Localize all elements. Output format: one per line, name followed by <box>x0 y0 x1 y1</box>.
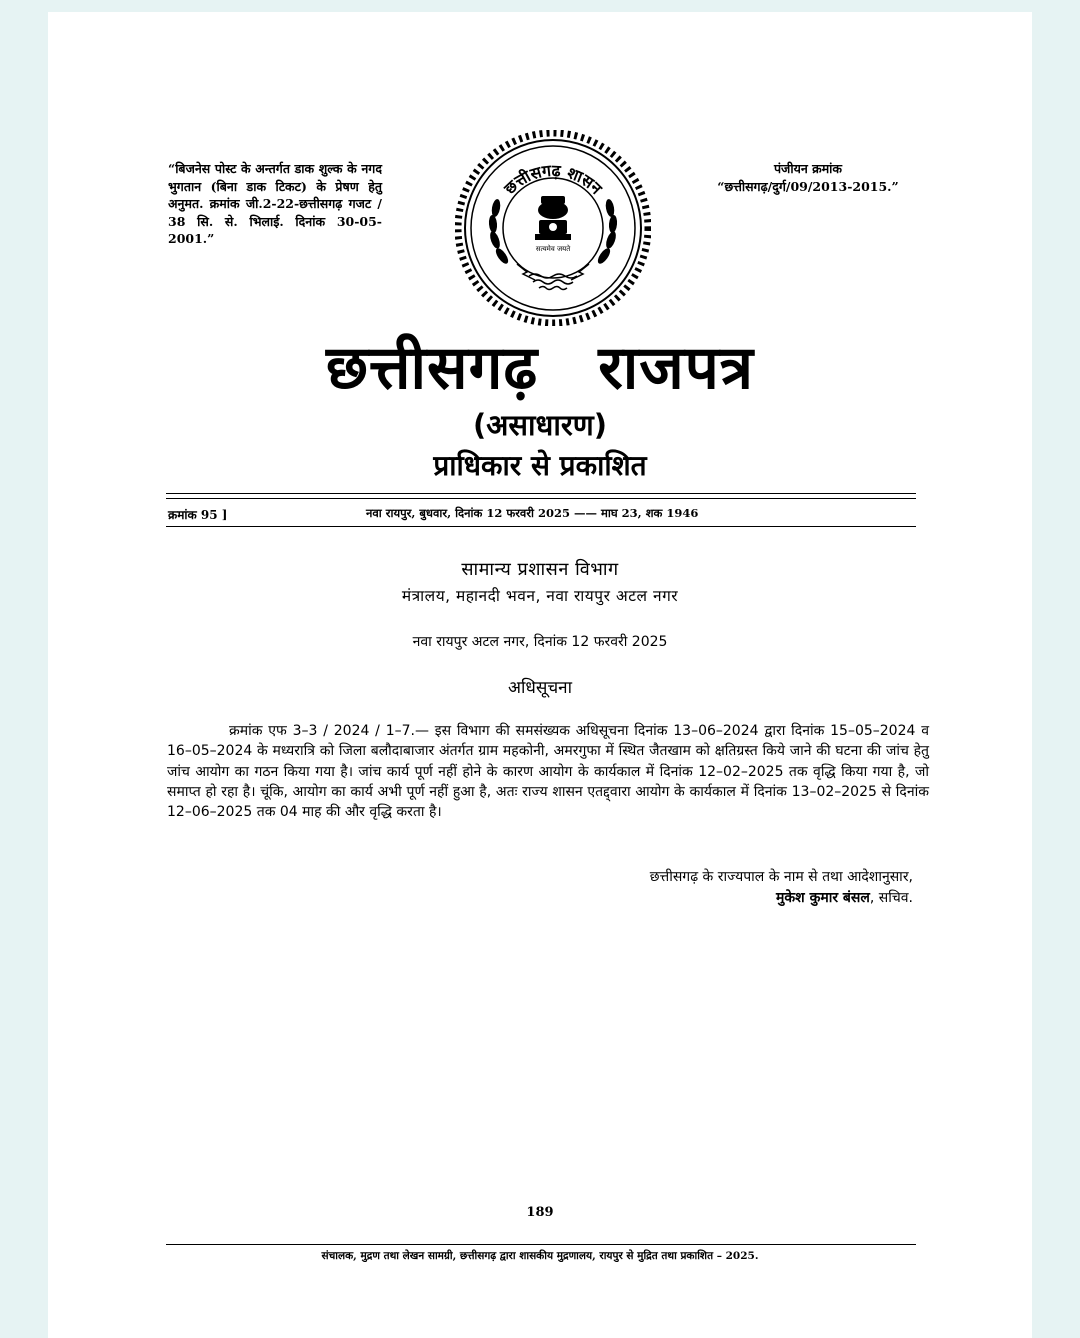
notification-title: अधिसूचना <box>508 678 572 698</box>
header-rule-bottom <box>166 526 916 527</box>
seal-graphic <box>455 130 651 326</box>
notification-paragraph: क्रमांक एफ 3–3 / 2024 / 1–7.— इस विभाग की समसंख्यक अधिसूचना दिनांक 13–06–2024 द्वारा दिनांक 15–05–2024 व 16–05–2024 के मध्यरात्रि को जिला बलौदाबाजार अंतर्गत ग्राम महकोनी, अमरगुफा में स्थित जैतखाम को क्षतिग्रस्त किये जाने की घटना की जांच हेतु जांच आयोग का गठन किया गया है। जांच कार्य पूर्ण नहीं होने के कारण आयोग के कार्यकाल में दिनांक 12–02–2025 तक वृद्धि किया गया है, जो समाप्त हो रहा है। चूंकि, आयोग का कार्य अभी पूर्ण नहीं हुआ है, अतः राज्य शासन एतद्द्वारा आयोग के कार्यकाल में दिनांक 13–02–2025 से दिनांक 12–06–2025 तक 04 माह की और वृद्धि करता है। <box>167 723 929 821</box>
issue-date-line: नवा रायपुर, बुधवार, दिनांक 12 फरवरी 2025 —— माघ 23, शक 1946 <box>366 506 699 520</box>
masthead-title-right: राजपत्र <box>598 333 754 403</box>
registration-number: “छत्तीसगढ़/दुर्ग/09/2013-2015.” <box>717 179 899 194</box>
notification-body <box>167 721 929 822</box>
postal-note: “बिजनेस पोस्ट के अन्तर्गत डाक शुल्क के नगद भुगतान (बिना डाक टिकट) के प्रेषण हेतु अनुमत. क्रमांक जी.2-22-छत्तीसगढ़ गजट / 38 सि. से. भिलाई. दिनांक 30-05-2001.” <box>168 161 382 246</box>
footer-rule <box>166 1244 916 1245</box>
seal-motto: सत्यमेव जयते <box>535 245 571 253</box>
order-line: छत्तीसगढ़ के राज्यपाल के नाम से तथा आदेशानुसार, <box>649 869 913 885</box>
issue-number: क्रमांक 95 ] <box>168 508 228 522</box>
department-address: मंत्रालय, महानदी भवन, नवा रायपुर अटल नगर <box>401 587 679 605</box>
svg-text:छत्तीसगढ़ शासन <box>500 161 607 199</box>
gazette-page <box>48 12 1032 1338</box>
signatory-title: , सचिव. <box>869 890 913 906</box>
gazette-masthead <box>48 324 1032 406</box>
chhattisgarh-govt-seal <box>455 130 651 326</box>
national-emblem-icon <box>535 196 571 240</box>
masthead-title-left: छत्तीसगढ़ <box>326 333 539 403</box>
page-number: 189 <box>526 1205 554 1220</box>
edition-label: (असाधारण) <box>473 408 607 442</box>
signature-line <box>528 888 913 907</box>
registration-block <box>688 160 928 196</box>
department-name: सामान्य प्रशासन विभाग <box>461 559 619 580</box>
registration-label: पंजीयन क्रमांक <box>773 161 843 176</box>
notice-place-date: नवा रायपुर अटल नगर, दिनांक 12 फरवरी 2025 <box>412 634 668 650</box>
printer-line: संचालक, मुद्रण तथा लेखन सामग्री, छत्तीसगढ़ द्वारा शासकीय मुद्रणालय, रायपुर से मुद्रित तथा प्रकाशित – 2025. <box>321 1250 759 1262</box>
header-rule-top <box>166 493 916 494</box>
authority-label: प्राधिकार से प्रकाशित <box>433 449 647 482</box>
header-rule-second <box>166 498 916 499</box>
seal-top-text: छत्तीसगढ़ शासन <box>500 160 606 198</box>
signatory-name: मुकेश कुमार बंसल <box>776 890 870 906</box>
